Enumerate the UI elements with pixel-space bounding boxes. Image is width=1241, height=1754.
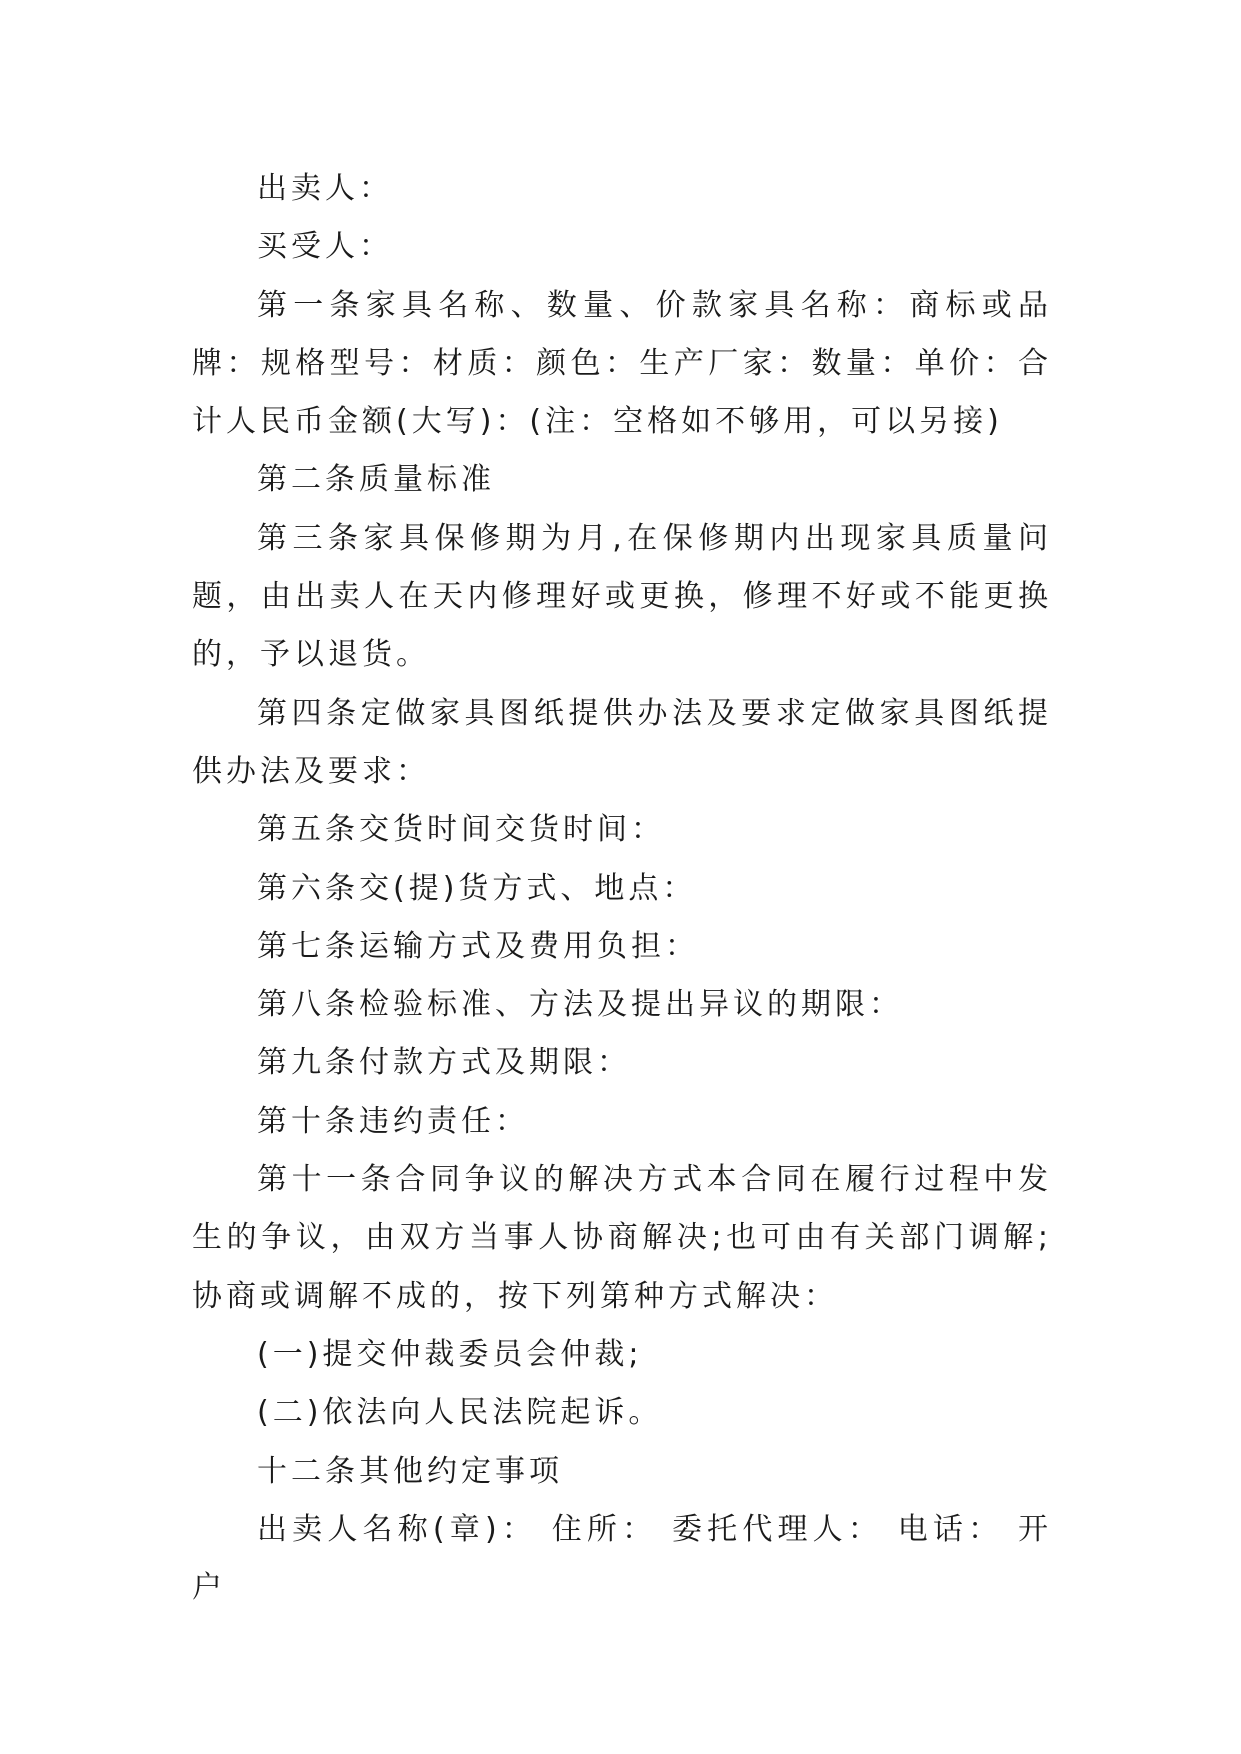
seller-line: 出卖人： [257, 171, 393, 206]
article-8: 第八条检验标准、方法及提出异议的期限： [257, 987, 903, 1023]
article-9: 第九条付款方式及期限： [257, 1045, 631, 1081]
article-10: 第十条违约责任： [257, 1103, 529, 1139]
seller-signature-line: 出卖人名称(章)： 住所： 委托代理人： 电话： 开户 [192, 1511, 1052, 1606]
article-3: 第三条家具保修期为月,在保修期内出现家具质量问题，由出卖人在天内修理好或更换，修理不好或不能更换的，予以退货。 [192, 520, 1052, 673]
article-2: 第二条质量标准 [257, 462, 495, 498]
article-6: 第六条交(提)货方式、地点： [257, 870, 697, 906]
article-5: 第五条交货时间交货时间： [257, 812, 665, 848]
buyer-line: 买受人： [257, 229, 393, 265]
article-1: 第一条家具名称、数量、价款家具名称：商标或品牌：规格型号：材质：颜色：生产厂家：数量：单价：合计人民币金额(大写)：(注：空格如不够用，可以另接) [192, 287, 1052, 440]
article-11: 第十一条合同争议的解决方式本合同在履行过程中发生的争议，由双方当事人协商解决;也可由有关部门调解;协商或调解不成的，按下列第种方式解决： [192, 1162, 1052, 1314]
article-4: 第四条定做家具图纸提供办法及要求定做家具图纸提供办法及要求： [192, 695, 1052, 789]
dispute-option-1: (一)提交仲裁委员会仲裁; [257, 1336, 643, 1372]
article-7: 第七条运输方式及费用负担： [257, 928, 699, 964]
dispute-option-2: (二)依法向人民法院起诉。 [257, 1395, 663, 1431]
contract-body [192, 160, 1052, 1617]
article-12: 十二条其他约定事项 [257, 1453, 563, 1489]
